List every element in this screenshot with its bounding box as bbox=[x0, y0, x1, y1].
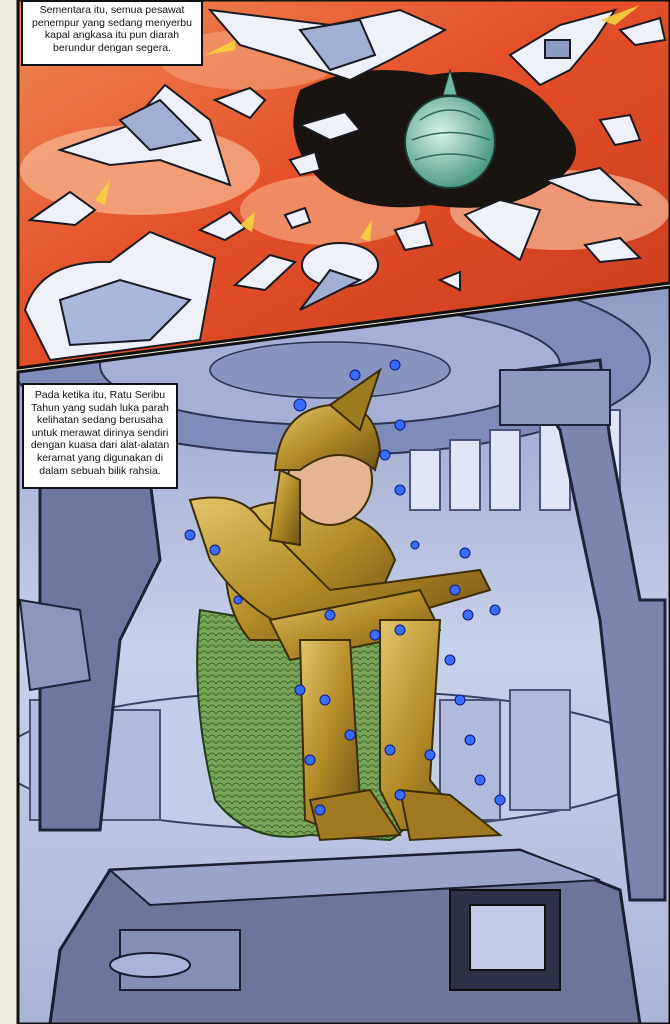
healing-pedestal bbox=[50, 850, 640, 1024]
caption-line: Tahun yang sudah luka parah bbox=[31, 401, 169, 414]
caption-middle bbox=[22, 383, 178, 489]
caption-line: kelihatan sedang berusaha bbox=[36, 414, 164, 427]
caption-line: dalam sebuah bilik rahsia. bbox=[39, 464, 161, 477]
caption-line: Pada ketika itu, Ratu Seribu bbox=[34, 389, 166, 401]
caption-line: penempur yang sedang menyerbu bbox=[32, 16, 192, 29]
caption-top bbox=[21, 0, 203, 66]
caption-line: keramat yang digunakan di bbox=[36, 451, 164, 464]
caption-line: kapal angkasa itu pun diarah bbox=[44, 29, 180, 42]
caption-line: dengan kuasa dari alat-alatan bbox=[30, 439, 170, 452]
caption-line: untuk merawat dirinya sendiri bbox=[31, 426, 169, 439]
caption-line: berundur dengan segera. bbox=[53, 41, 171, 54]
caption-line: Sementara itu, semua pesawat bbox=[39, 4, 185, 16]
